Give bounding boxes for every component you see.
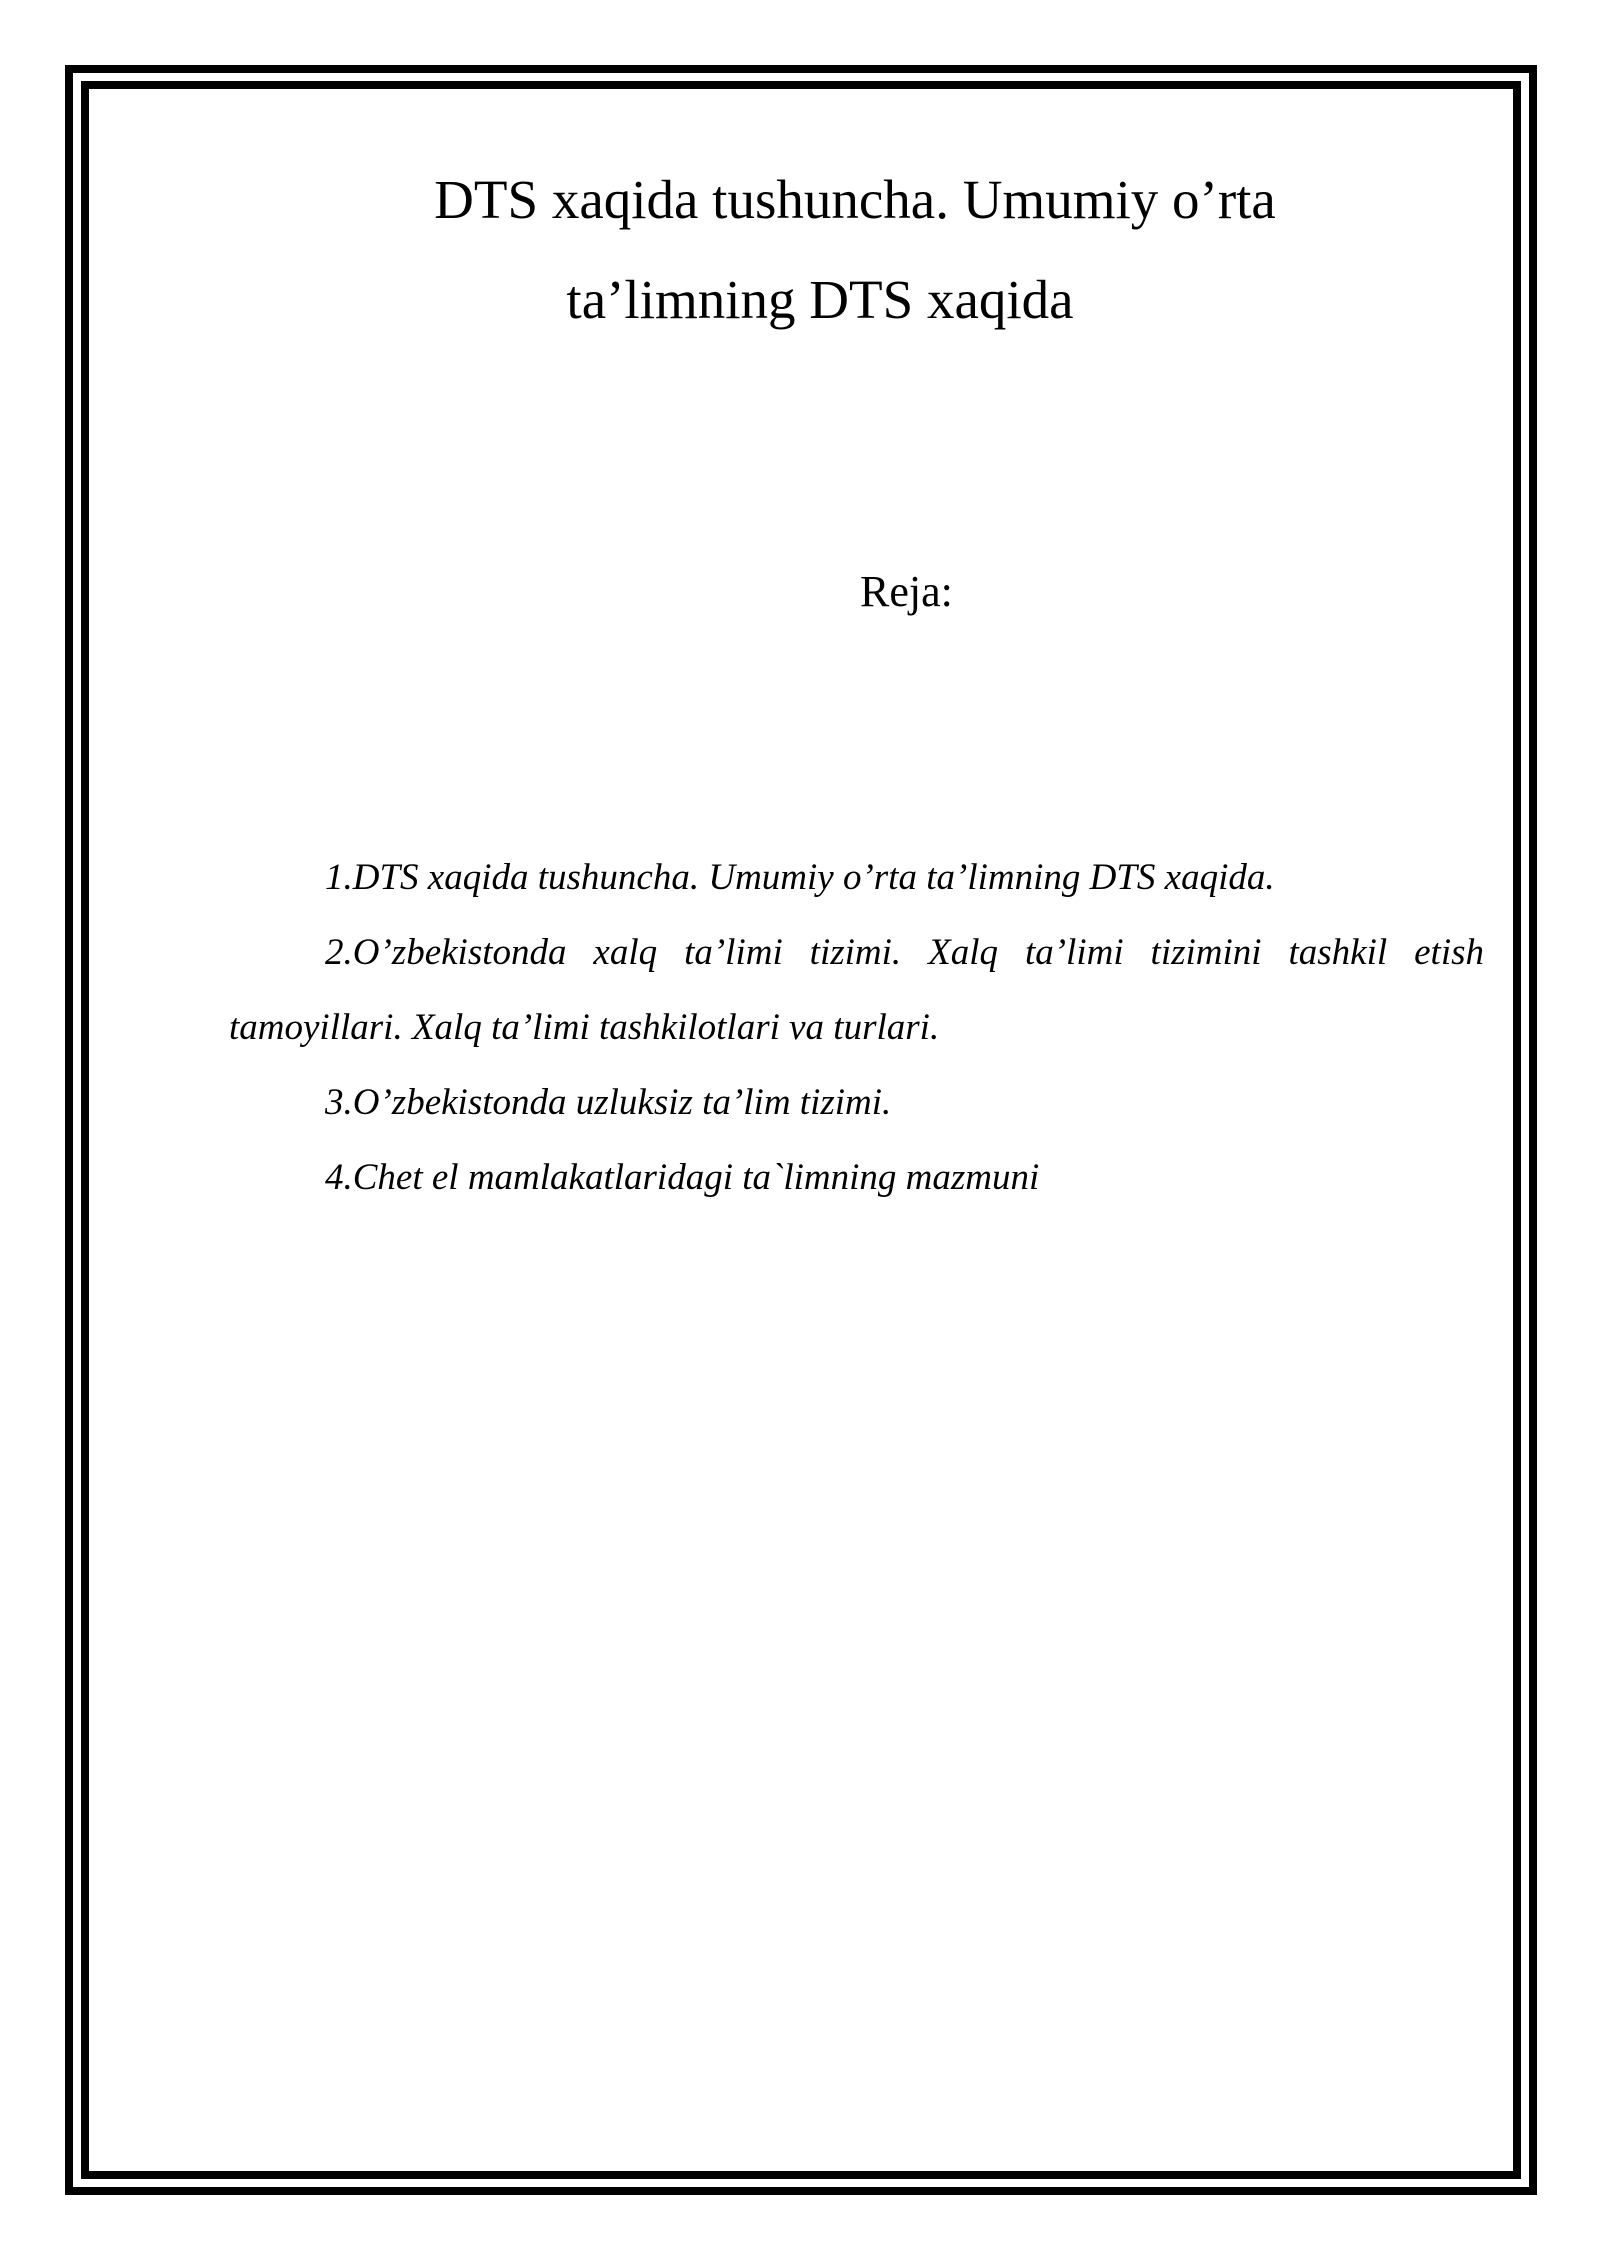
title-line-1: DTS xaqida tushuncha. Umumiy o’rta bbox=[434, 169, 1276, 230]
plan-item-3: 3.O’zbekistonda uzluksiz ta’lim tizimi. bbox=[325, 1082, 892, 1123]
plan-heading: Reja: bbox=[860, 567, 953, 616]
plan-item-1: 1.DTS xaqida tushuncha. Umumiy o’rta ta’limning DTS xaqida. bbox=[325, 857, 1275, 898]
plan-item-2: 2.O’zbekistonda xalq ta’limi tizimi. Xalq ta’limi tizimini tashkil etish tamoyillari. Xalq ta’limi tashkilotlari va turlari. bbox=[229, 932, 1484, 1048]
plan-list bbox=[229, 840, 1484, 1215]
title-line-2: ta’limning DTS xaqida bbox=[566, 269, 1074, 330]
plan-item-4: 4.Chet el mamlakatlaridagi ta`limning mazmuni bbox=[325, 1157, 1040, 1198]
document-title bbox=[0, 150, 1600, 350]
